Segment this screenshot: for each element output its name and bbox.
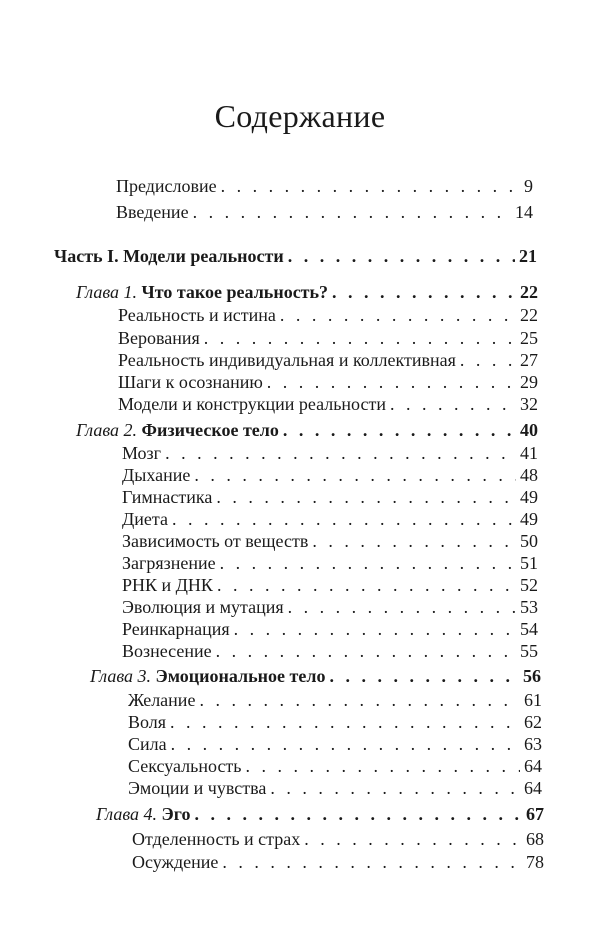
section-page: 48 [520, 465, 538, 485]
toc-section[interactable] [122, 575, 538, 596]
section-label: Верования [118, 328, 200, 348]
entry-page: 9 [524, 176, 533, 196]
section-page: 68 [526, 829, 544, 849]
section-label: Сила [128, 734, 167, 754]
toc-section[interactable] [128, 712, 542, 733]
dot-leader [460, 350, 516, 371]
chapter-title: Эмоциональное тело [155, 666, 326, 686]
section-label: Загрязнение [122, 553, 216, 573]
dot-leader [216, 487, 516, 508]
dot-leader [193, 202, 511, 223]
section-label: Мозг [122, 443, 162, 463]
dot-leader [204, 328, 516, 349]
section-page: 63 [524, 734, 542, 754]
dot-leader [390, 394, 516, 415]
part-label: Часть I. Модели реальности [54, 246, 284, 266]
toc-section[interactable] [128, 734, 542, 755]
toc-section[interactable] [122, 509, 538, 530]
section-page: 49 [520, 509, 538, 529]
chapter-page: 56 [523, 666, 541, 686]
toc-chapter-1[interactable] [76, 282, 538, 303]
chapter-label [76, 420, 279, 441]
dot-leader [216, 641, 516, 662]
chapter-label [96, 804, 190, 825]
section-page: 41 [520, 443, 538, 463]
chapter-page: 22 [520, 282, 538, 302]
section-label: РНК и ДНК [122, 575, 213, 595]
toc-section[interactable] [132, 829, 544, 850]
toc-section[interactable] [128, 690, 542, 711]
dot-leader [283, 420, 516, 441]
toc-section[interactable] [122, 531, 538, 552]
dot-leader [170, 712, 520, 733]
dot-leader [280, 305, 516, 326]
toc-section[interactable] [118, 305, 538, 326]
toc-section[interactable] [122, 465, 538, 486]
toc-chapter-3[interactable] [90, 666, 541, 687]
chapter-prefix: Глава 2. [76, 420, 138, 440]
dot-leader [221, 176, 520, 197]
section-page: 53 [520, 597, 538, 617]
section-page: 64 [524, 778, 542, 798]
section-label: Дыхание [122, 465, 191, 485]
dot-leader [234, 619, 516, 640]
toc-section[interactable] [122, 443, 538, 464]
section-page: 32 [520, 394, 538, 414]
dot-leader [194, 465, 516, 486]
section-page: 62 [524, 712, 542, 732]
section-page: 49 [520, 487, 538, 507]
dot-leader [288, 246, 515, 267]
chapter-prefix: Глава 1. [76, 282, 138, 302]
dot-leader [329, 666, 519, 687]
section-page: 29 [520, 372, 538, 392]
section-page: 64 [524, 756, 542, 776]
dot-leader [267, 372, 516, 393]
section-label: Эмоции и чувства [128, 778, 267, 798]
toc-section[interactable] [132, 852, 544, 873]
dot-leader [288, 597, 516, 618]
dot-leader [165, 443, 516, 464]
toc-section[interactable] [118, 350, 538, 371]
toc-section[interactable] [118, 394, 538, 415]
chapter-label [90, 666, 325, 687]
toc-section[interactable] [122, 597, 538, 618]
section-page: 22 [520, 305, 538, 325]
part-page: 21 [519, 246, 537, 266]
entry-page: 14 [515, 202, 533, 222]
section-label: Желание [128, 690, 196, 710]
dot-leader [220, 553, 516, 574]
dot-leader [246, 756, 520, 777]
section-page: 54 [520, 619, 538, 639]
entry-label: Введение [116, 202, 189, 222]
toc-section[interactable] [122, 553, 538, 574]
section-page: 55 [520, 641, 538, 661]
section-page: 27 [520, 350, 538, 370]
dot-leader [194, 804, 522, 825]
section-label: Отделенность и страх [132, 829, 301, 849]
section-label: Воля [128, 712, 167, 732]
section-page: 50 [520, 531, 538, 551]
section-page: 61 [524, 690, 542, 710]
toc-section[interactable] [122, 641, 538, 662]
chapter-title: Что такое реальность? [141, 282, 329, 302]
toc-chapter-4[interactable] [96, 804, 544, 825]
toc-section[interactable] [128, 778, 542, 799]
dot-leader [171, 734, 520, 755]
section-label: Вознесение [122, 641, 212, 661]
section-label: Зависимость от веществ [122, 531, 309, 551]
toc-section[interactable] [118, 372, 538, 393]
toc-section[interactable] [122, 619, 538, 640]
toc-section[interactable] [128, 756, 542, 777]
dot-leader [304, 829, 522, 850]
dot-leader [199, 690, 520, 711]
toc-chapter-2[interactable] [76, 420, 538, 441]
section-page: 25 [520, 328, 538, 348]
section-page: 51 [520, 553, 538, 573]
entry-label: Предисловие [116, 176, 217, 196]
section-label: Реинкарнация [122, 619, 230, 639]
chapter-prefix: Глава 4. [96, 804, 158, 824]
toc-part-1[interactable] [54, 246, 537, 267]
section-page: 78 [526, 852, 544, 872]
section-label: Модели и конструкции реальности [118, 394, 386, 414]
chapter-prefix: Глава 3. [90, 666, 152, 686]
dot-leader [217, 575, 516, 596]
toc-entry-introduction[interactable] [116, 202, 533, 223]
toc-entry-preface[interactable] [116, 176, 533, 197]
toc-section[interactable] [122, 487, 538, 508]
dot-leader [270, 778, 520, 799]
dot-leader [172, 509, 516, 530]
section-label: Реальность индивидуальная и коллективная [118, 350, 456, 370]
section-label: Реальность и истина [118, 305, 276, 325]
chapter-page: 40 [520, 420, 538, 440]
section-label: Эволюция и мутация [122, 597, 284, 617]
section-page: 52 [520, 575, 538, 595]
chapter-page: 67 [526, 804, 544, 824]
section-label: Осуждение [132, 852, 219, 872]
dot-leader [222, 852, 522, 873]
section-label: Диета [122, 509, 168, 529]
chapter-label [76, 282, 328, 303]
toc-section[interactable] [118, 328, 538, 349]
section-label: Гимнастика [122, 487, 213, 507]
chapter-title: Физическое тело [141, 420, 279, 440]
dot-leader [332, 282, 516, 303]
page-title: Содержание [214, 98, 386, 134]
section-label: Шаги к осознанию [118, 372, 263, 392]
section-label: Сексуальность [128, 756, 242, 776]
dot-leader [312, 531, 516, 552]
chapter-title: Эго [161, 804, 191, 824]
